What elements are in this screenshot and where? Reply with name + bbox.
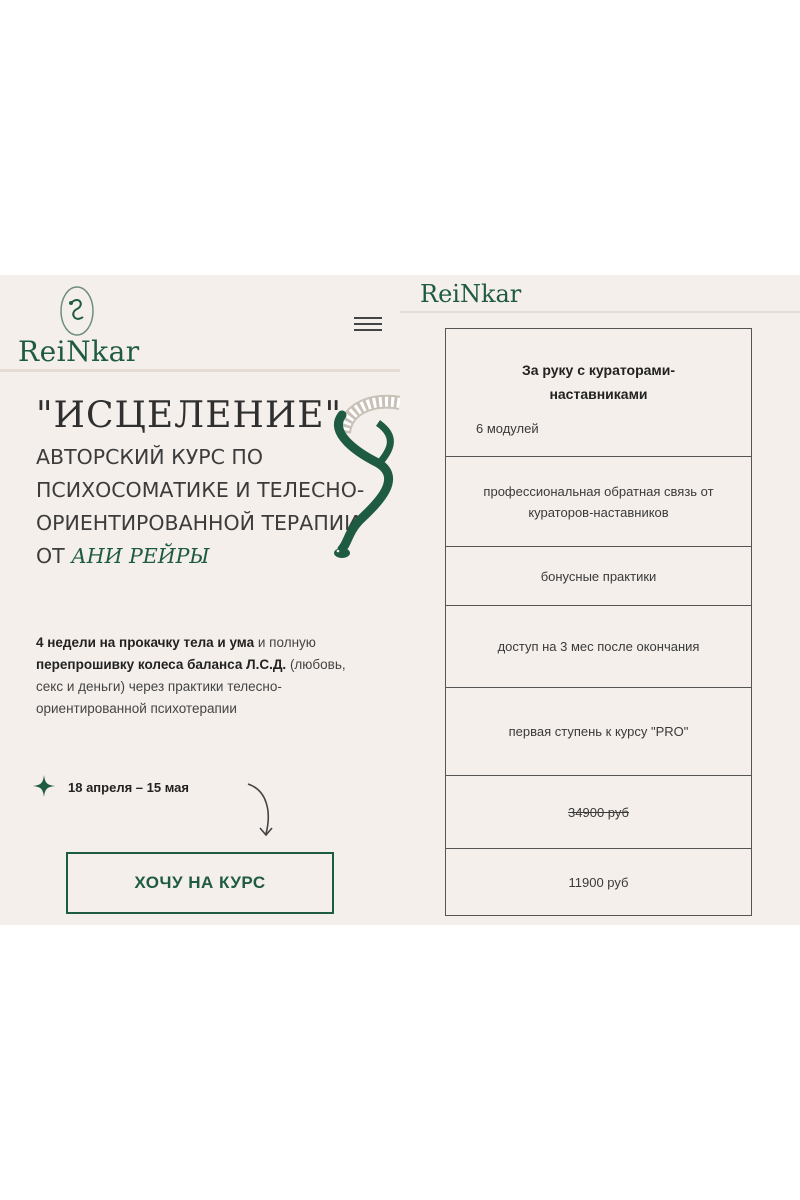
header-divider-right (400, 311, 800, 313)
brand-logo[interactable]: ReiNkar (18, 335, 140, 368)
desc-bold-1: 4 недели на прокачку тела и ума (36, 635, 255, 650)
plan-title: За руку с кураторами-наставниками (521, 362, 676, 402)
course-subtitle-text: АВТОРСКИЙ КУРС ПО ПСИХОСОМАТИКЕ И ТЕЛЕСНО-ОРИЕНТИРОВАННОЙ ТЕРАПИИ ОТ (36, 445, 365, 568)
feature-row (446, 547, 751, 606)
arrow-down-icon (244, 780, 280, 842)
header-divider (0, 369, 400, 372)
feature-access: доступ на 3 мес после окончания (497, 639, 700, 654)
desc-bold-2: перепрошивку колеса баланса Л.С.Д. (36, 657, 287, 672)
pricing-table (445, 328, 752, 916)
pricing-header-row (446, 329, 751, 457)
feature-row (446, 688, 751, 776)
course-title: "ИСЦЕЛЕНИЕ" (36, 395, 343, 436)
feature-modules: 6 модулей (476, 421, 539, 436)
old-price: 34900 руб (568, 804, 629, 820)
snake-illustration-icon (318, 393, 400, 573)
course-author: АНИ РЕЙРЫ (71, 544, 210, 568)
feature-row (446, 606, 751, 688)
feature-feedback: профессиональная обратная связь от кураторов-наставников (483, 483, 714, 520)
course-dates: 18 апреля – 15 мая (68, 780, 189, 795)
enroll-button[interactable]: ХОЧУ НА КУРС (66, 852, 334, 914)
course-subtitle (36, 441, 366, 573)
feature-bonus: бонусные практики (540, 568, 657, 584)
snake-emblem-icon (57, 283, 97, 339)
brand-logo-right[interactable]: ReiNkar (420, 280, 522, 308)
current-price: 11900 руб (568, 874, 629, 890)
price-row (446, 849, 751, 915)
feature-row (446, 457, 751, 547)
pricing-panel (400, 275, 800, 925)
desc-text-1: и полную (254, 635, 316, 650)
feature-pro-step: первая ступень к курсу "PRO" (508, 724, 689, 739)
star-icon (33, 775, 55, 797)
desc-text-2: (любовь, секс и деньги) через практики телесно-ориентированной психотерапии (36, 657, 346, 716)
old-price-row (446, 776, 751, 849)
course-landing-panel (0, 275, 400, 925)
course-description (36, 632, 366, 720)
hamburger-menu-icon[interactable] (354, 317, 382, 337)
